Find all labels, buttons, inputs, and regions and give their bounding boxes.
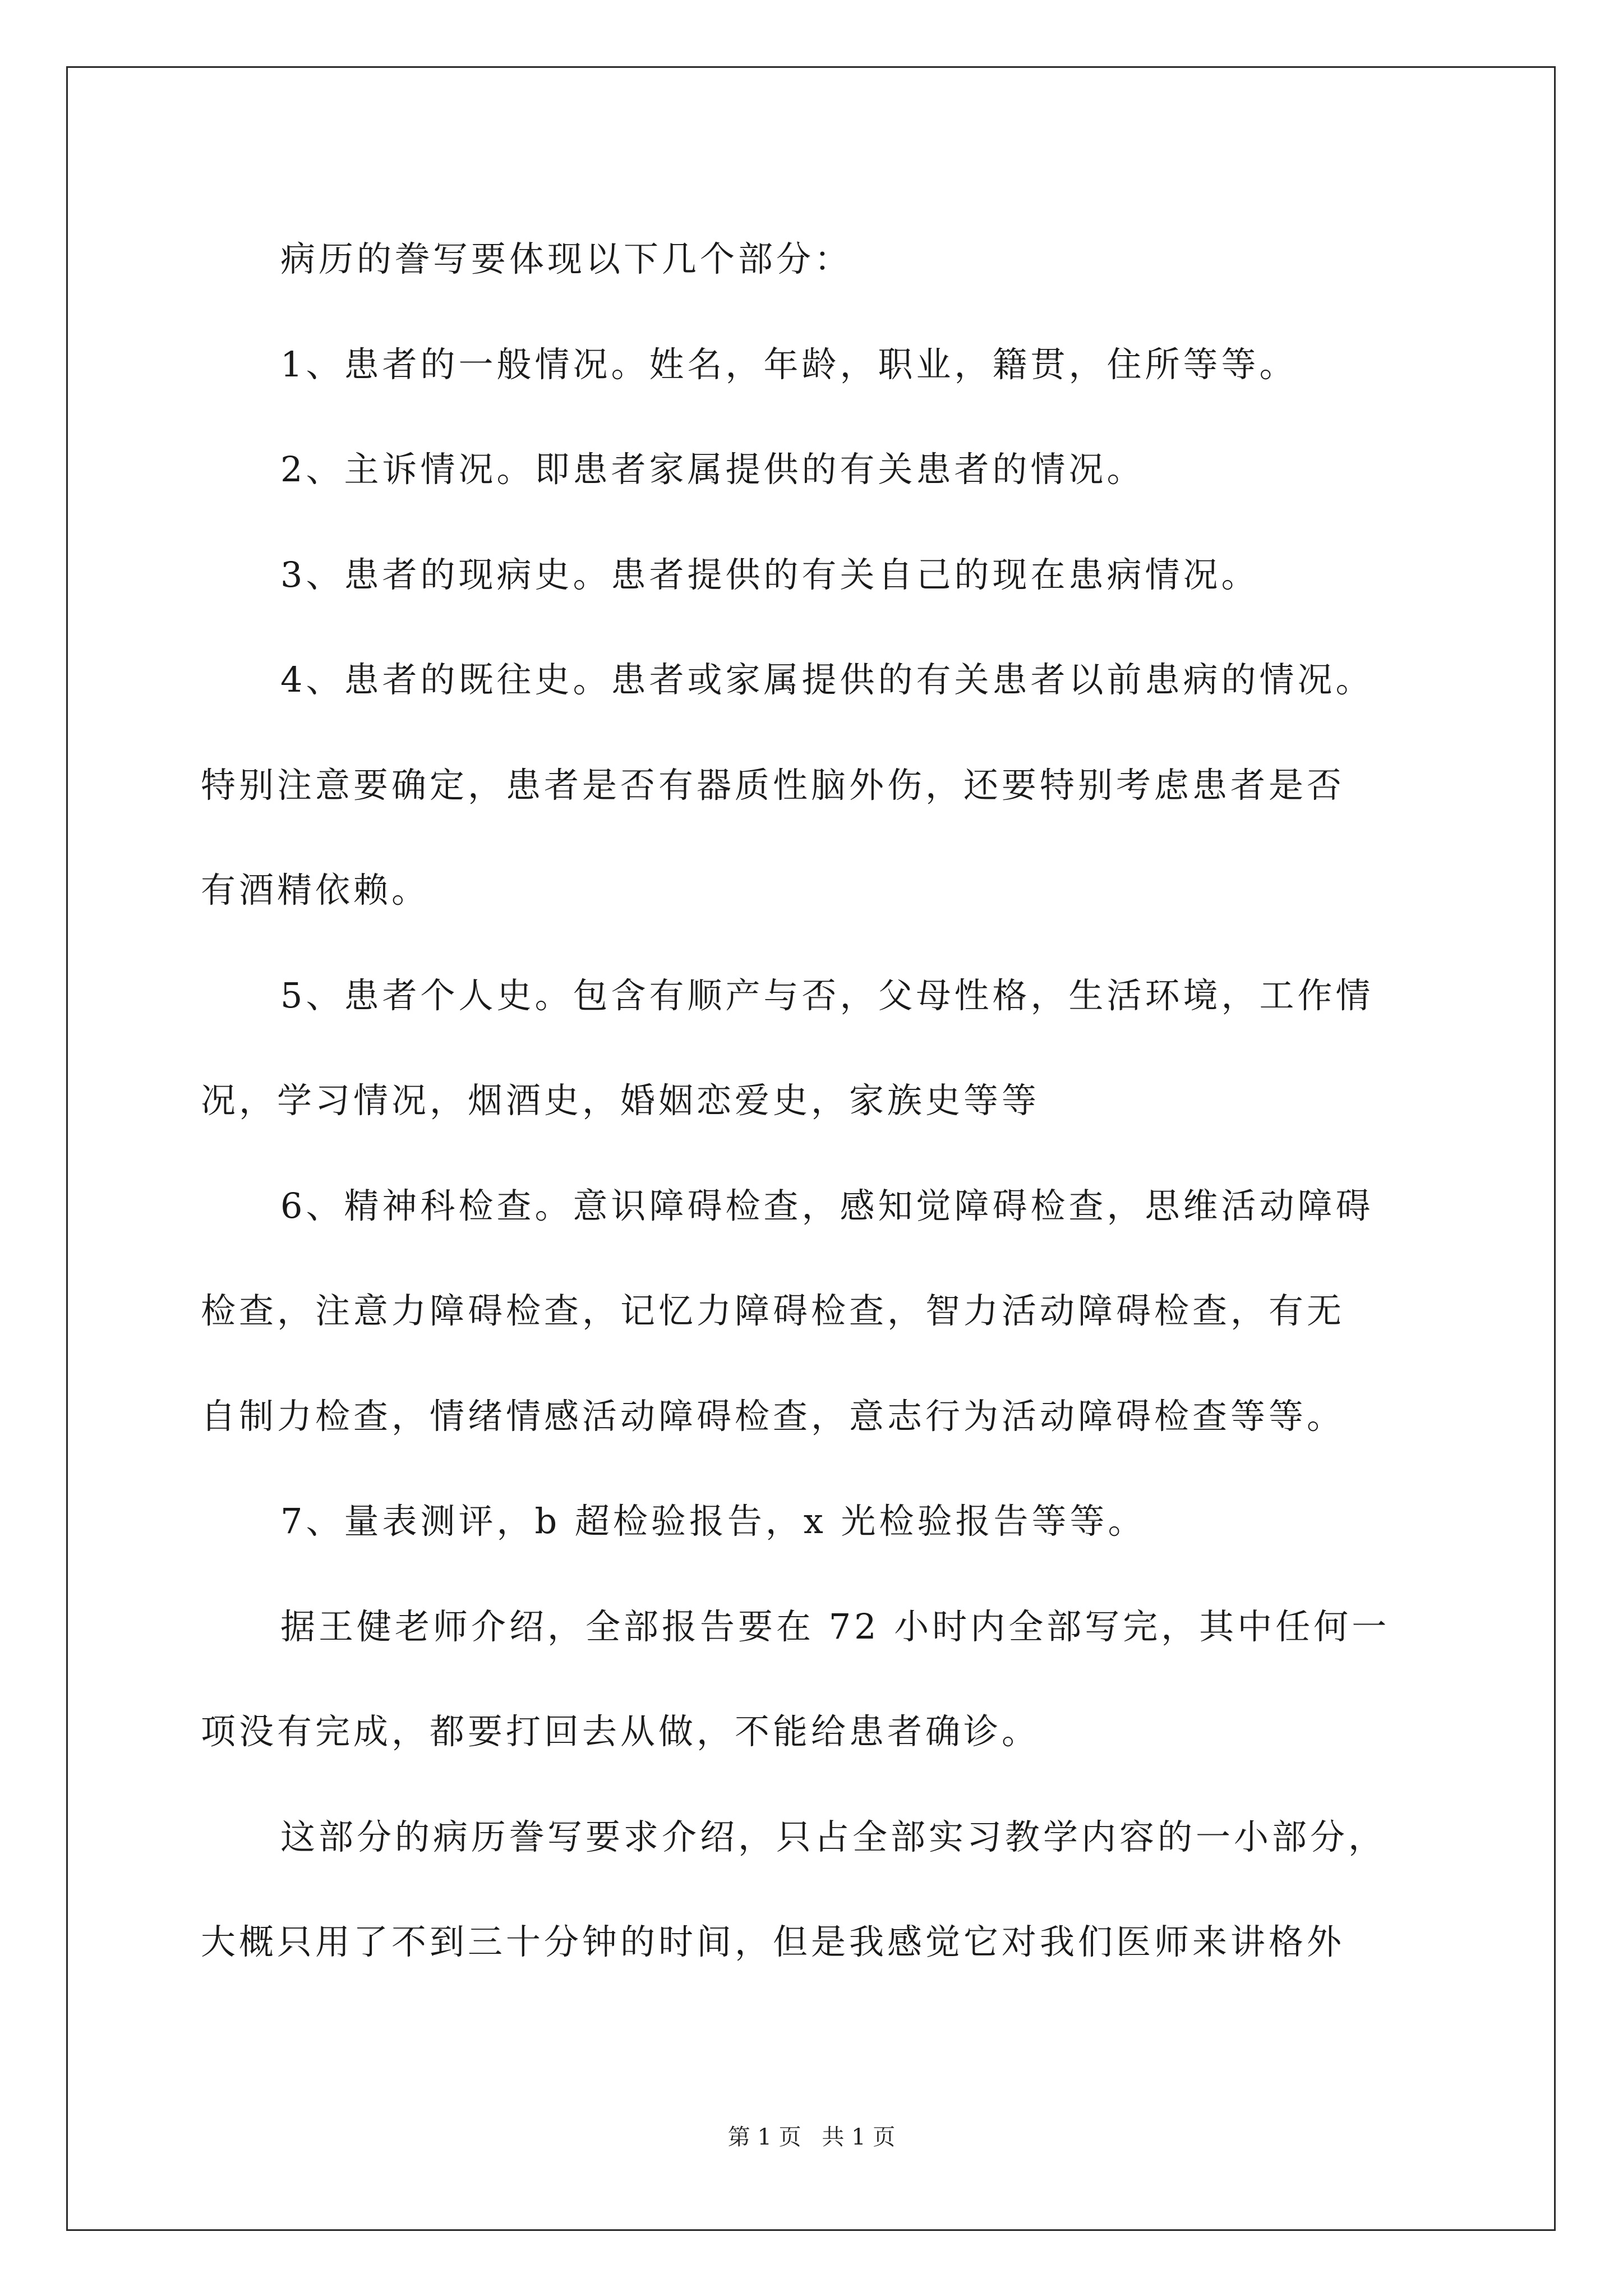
document-line: 5、患者个人史。包含有顺产与否，父母性格，生活环境，工作情 [280, 975, 1374, 1016]
document-line: 3、患者的现病史。患者提供的有关自己的现在患病情况。 [280, 554, 1260, 595]
document-line: 特别注意要确定，患者是否有器质性脑外伤，还要特别考虑患者是否 [201, 765, 1345, 806]
document-line: 据王健老师介绍，全部报告要在 72 小时内全部写完，其中任何一 [280, 1606, 1390, 1647]
document-line: 6、精神科检查。意识障碍检查，感知觉障碍检查，思维活动障碍 [280, 1185, 1374, 1226]
page-number: 第 1 页 [727, 2124, 801, 2150]
document-line: 1、患者的一般情况。姓名，年龄，职业，籍贯，住所等等。 [280, 344, 1298, 385]
document-line: 大概只用了不到三十分钟的时间，但是我感觉它对我们医师来讲格外 [201, 1921, 1345, 1962]
document-line: 有酒精依赖。 [201, 869, 430, 910]
document-line: 项没有完成，都要打回去从做，不能给患者确诊。 [201, 1711, 1040, 1752]
document-line: 病历的誊写要体现以下几个部分： [280, 238, 853, 279]
document-line: 检查，注意力障碍检查，记忆力障碍检查，智力活动障碍检查，有无 [201, 1290, 1345, 1331]
document-line: 自制力检查，情绪情感活动障碍检查，意志行为活动障碍检查等等。 [201, 1396, 1345, 1437]
page-footer [0, 2123, 1623, 2151]
page-total: 共 1 页 [822, 2124, 896, 2150]
document-line: 4、患者的既往史。患者或家属提供的有关患者以前患病的情况。 [280, 659, 1374, 700]
page-frame [66, 66, 1556, 2231]
document-line: 这部分的病历誊写要求介绍，只占全部实习教学内容的一小部分， [280, 1816, 1387, 1857]
document-line: 况，学习情况，烟酒史，婚姻恋爱史，家族史等等 [201, 1080, 1040, 1121]
document-line: 2、主诉情况。即患者家属提供的有关患者的情况。 [280, 449, 1145, 490]
document-line: 7、量表测评，b 超检验报告，x 光检验报告等等。 [280, 1501, 1146, 1542]
